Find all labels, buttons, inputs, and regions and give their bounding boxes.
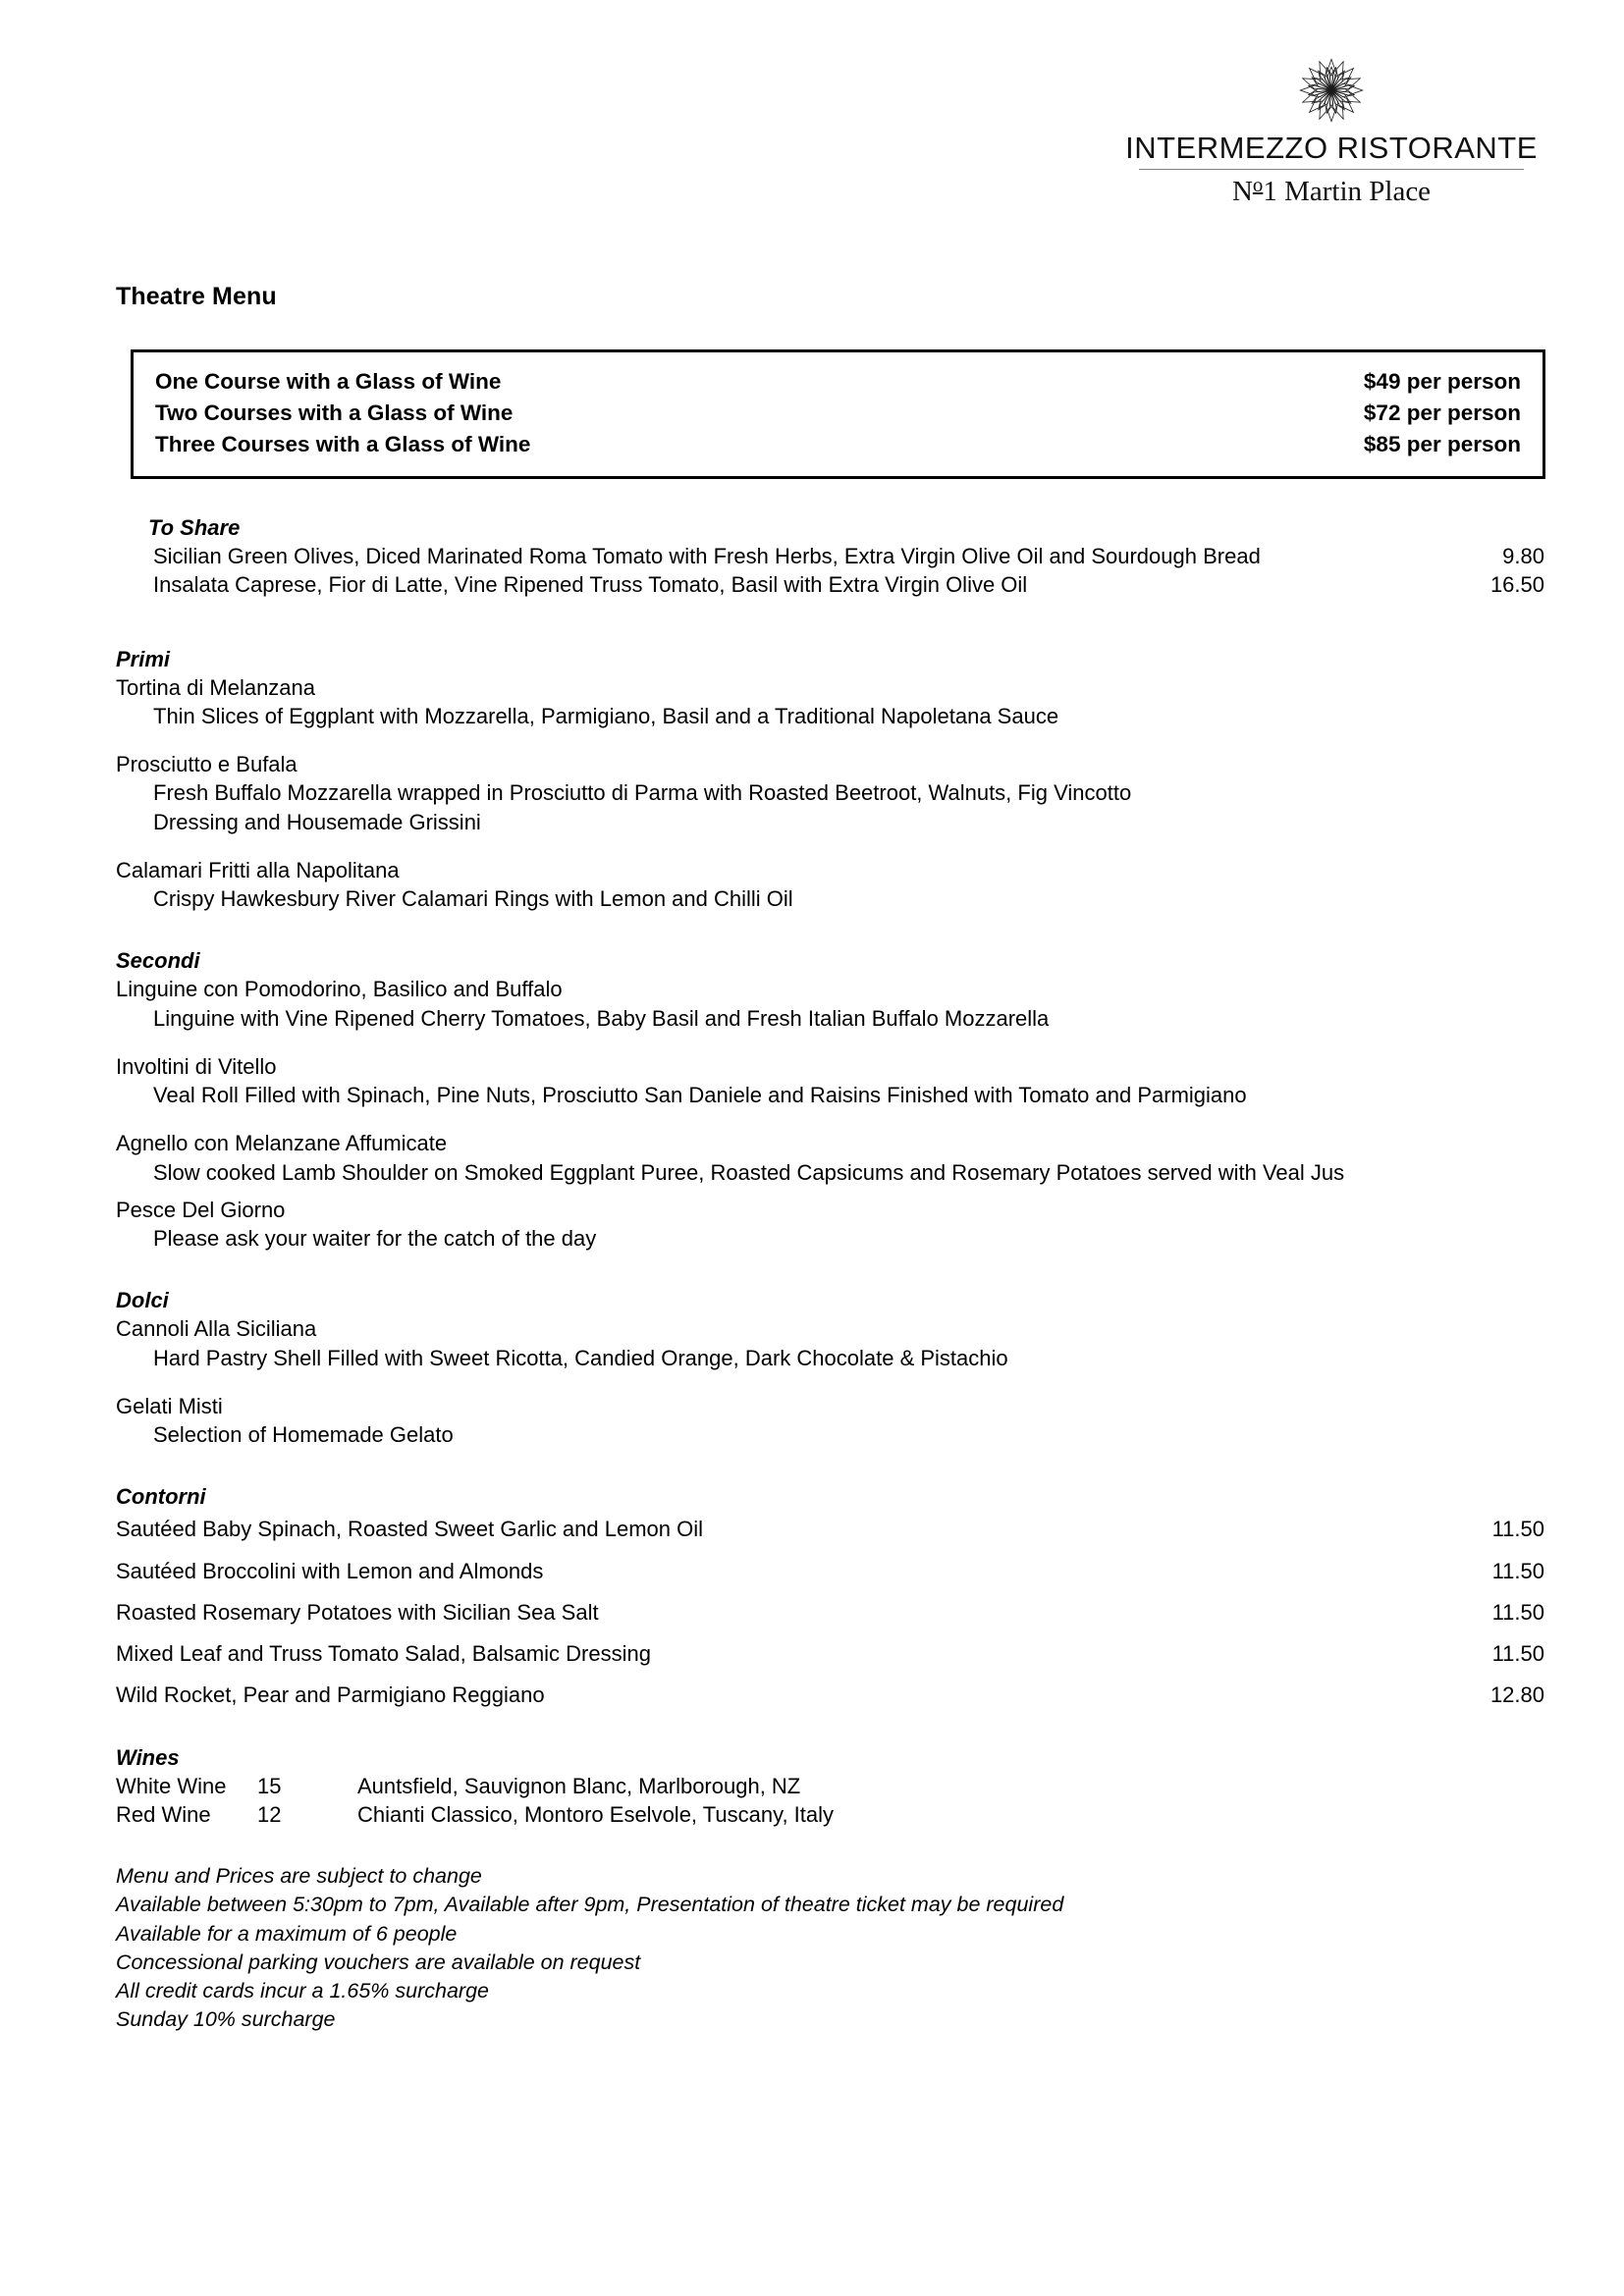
to-share-item-text: Insalata Caprese, Fior di Latte, Vine Ripened Truss Tomato, Basil with Extra Virgin Olive Oil	[153, 572, 1028, 598]
brand-name: INTERMEZZO RISTORANTE	[1125, 131, 1538, 165]
star-rosette-icon	[1296, 55, 1367, 126]
section-heading-dolci: Dolci	[116, 1288, 169, 1313]
section-heading-secondi: Secondi	[116, 948, 200, 974]
dish-desc: Please ask your waiter for the catch of the day	[153, 1226, 597, 1252]
to-share-item-price: 9.80	[1502, 544, 1544, 569]
contorni-item-price: 11.50	[1491, 1558, 1544, 1583]
contorni-item	[116, 1681, 1544, 1709]
page-title: Theatre Menu	[116, 283, 277, 310]
to-share-item	[116, 542, 1544, 570]
dish-name: Linguine con Pomodorino, Basilico and Buffalo	[116, 977, 563, 1002]
contorni-item-price: 11.50	[1491, 1641, 1544, 1667]
price-row-value: $85 per person	[1363, 431, 1521, 456]
dish-desc: Crispy Hawkesbury River Calamari Rings with Lemon and Chilli Oil	[153, 886, 793, 912]
menu-content	[116, 513, 1544, 2035]
spacer	[116, 913, 1544, 946]
section-to-share	[116, 513, 1544, 600]
dish	[116, 1052, 1544, 1110]
dish-desc: Selection of Homemade Gelato	[153, 1422, 454, 1448]
section-secondi	[116, 946, 1544, 1253]
contorni-item-price: 11.50	[1491, 1517, 1544, 1542]
dish	[116, 975, 1544, 1033]
brand-address-ordinal: o	[1252, 173, 1264, 197]
spacer	[116, 1449, 1544, 1482]
spacer	[116, 1372, 1544, 1392]
price-row-value: $72 per person	[1363, 400, 1521, 425]
spacer	[116, 836, 1544, 856]
spacer	[116, 1033, 1544, 1052]
spacer	[116, 1253, 1544, 1286]
dish-desc: Veal Roll Filled with Spinach, Pine Nuts, Prosciutto San Daniele and Raisins Finished with Tomato and Parmigiano	[153, 1083, 1247, 1108]
wine-item	[116, 1772, 1544, 1800]
spacer	[116, 730, 1544, 750]
dish-name: Involtini di Vitello	[116, 1053, 277, 1079]
brand-masthead	[1125, 55, 1538, 208]
contorni-item	[116, 1557, 1544, 1585]
contorni-item-name: Roasted Rosemary Potatoes with Sicilian Sea Salt	[116, 1599, 599, 1625]
dish-name: Calamari Fritti alla Napolitana	[116, 857, 400, 882]
section-wines	[116, 1743, 1544, 1830]
contorni-item	[116, 1598, 1544, 1627]
dish-desc: Fresh Buffalo Mozzarella wrapped in Prosciutto di Parma with Roasted Beetroot, Walnuts, Fig Vincotto	[153, 780, 1132, 806]
dish	[116, 1314, 1544, 1372]
to-share-item	[116, 570, 1544, 599]
note: Available for a maximum of 6 people	[116, 1921, 458, 1946]
dish-name: Gelati Misti	[116, 1393, 223, 1418]
note: Menu and Prices are subject to change	[116, 1864, 482, 1889]
section-heading-primi: Primi	[116, 646, 171, 671]
to-share-item-text: Sicilian Green Olives, Diced Marinated Roma Tomato with Fresh Herbs, Extra Virgin Olive Oil and Sourdough Bread	[153, 544, 1261, 569]
brand-divider	[1139, 169, 1524, 170]
dish	[116, 1129, 1544, 1187]
dish-name: Tortina di Melanzana	[116, 674, 316, 700]
dish-desc: Thin Slices of Eggplant with Mozzarella, Parmigiano, Basil and a Traditional Napoletana Sauce	[153, 703, 1059, 728]
brand-address-rest: 1 Martin Place	[1263, 176, 1432, 208]
spacer	[116, 1109, 1544, 1129]
dish	[116, 1392, 1544, 1450]
brand-address	[1125, 174, 1538, 208]
dish	[116, 750, 1544, 836]
brand-address-prefix: N	[1231, 176, 1253, 208]
price-row-label: Three Courses with a Glass of Wine	[155, 431, 531, 456]
price-row-label: One Course with a Glass of Wine	[155, 369, 502, 394]
section-contorni	[116, 1482, 1544, 1709]
dish-name: Agnello con Melanzane Affumicate	[116, 1131, 448, 1156]
dish-desc: Hard Pastry Shell Filled with Sweet Ricotta, Candied Orange, Dark Chocolate & Pistachio	[153, 1345, 1008, 1370]
contorni-item-price: 11.50	[1491, 1599, 1544, 1625]
contorni-item-name: Wild Rocket, Pear and Parmigiano Reggiano	[116, 1682, 545, 1708]
price-row-value: $49 per person	[1363, 369, 1521, 394]
note: Sunday 10% surcharge	[116, 2007, 336, 2032]
price-row	[155, 366, 1521, 398]
wine-item-price: 15	[257, 1773, 282, 1798]
to-share-item-price: 16.50	[1489, 572, 1544, 598]
spacer	[116, 1187, 1544, 1196]
section-heading-to-share: To Share	[148, 515, 241, 540]
spacer	[116, 600, 1544, 645]
price-row-label: Two Courses with a Glass of Wine	[155, 400, 514, 425]
dish-desc: Linguine with Vine Ripened Cherry Tomatoes, Baby Basil and Fresh Italian Buffalo Mozzarella	[153, 1005, 1050, 1031]
note: All credit cards incur a 1.65% surcharge	[116, 1979, 490, 2003]
spacer	[116, 1710, 1544, 1743]
wine-item-type: Red Wine	[116, 1801, 211, 1827]
dish	[116, 856, 1544, 914]
wine-item	[116, 1800, 1544, 1829]
course-price-box	[131, 349, 1545, 479]
contorni-item	[116, 1639, 1544, 1668]
wine-item-type: White Wine	[116, 1773, 227, 1798]
section-notes	[116, 1862, 1544, 2034]
section-dolci	[116, 1286, 1544, 1449]
price-row	[155, 398, 1521, 429]
contorni-item-name: Sautéed Baby Spinach, Roasted Sweet Garlic and Lemon Oil	[116, 1517, 704, 1542]
wine-item-price: 12	[257, 1801, 282, 1827]
dish	[116, 1196, 1544, 1254]
dish-name: Prosciutto e Bufala	[116, 752, 298, 777]
section-heading-contorni: Contorni	[116, 1484, 206, 1510]
dish-desc-cont: Dressing and Housemade Grissini	[153, 809, 481, 834]
spacer	[116, 1829, 1544, 1862]
contorni-item	[116, 1515, 1544, 1543]
dish-desc: Slow cooked Lamb Shoulder on Smoked Eggplant Puree, Roasted Capsicums and Rosemary Potatoes served with Veal Jus	[153, 1159, 1345, 1185]
price-row	[155, 429, 1521, 460]
dish	[116, 673, 1544, 731]
dish-name: Cannoli Alla Siciliana	[116, 1316, 317, 1342]
wine-item-desc: Auntsfield, Sauvignon Blanc, Marlborough, NZ	[357, 1773, 801, 1798]
wine-item-desc: Chianti Classico, Montoro Eselvole, Tuscany, Italy	[357, 1801, 835, 1827]
dish-name: Pesce Del Giorno	[116, 1197, 286, 1222]
section-primi	[116, 645, 1544, 914]
section-heading-wines: Wines	[116, 1744, 180, 1770]
contorni-item-price: 12.80	[1489, 1682, 1544, 1708]
note: Concessional parking vouchers are available on request	[116, 1949, 641, 1974]
contorni-item-name: Mixed Leaf and Truss Tomato Salad, Balsamic Dressing	[116, 1641, 651, 1667]
note: Available between 5:30pm to 7pm, Available after 9pm, Presentation of theatre ticket may be required	[116, 1893, 1064, 1917]
contorni-item-name: Sautéed Broccolini with Lemon and Almonds	[116, 1558, 544, 1583]
